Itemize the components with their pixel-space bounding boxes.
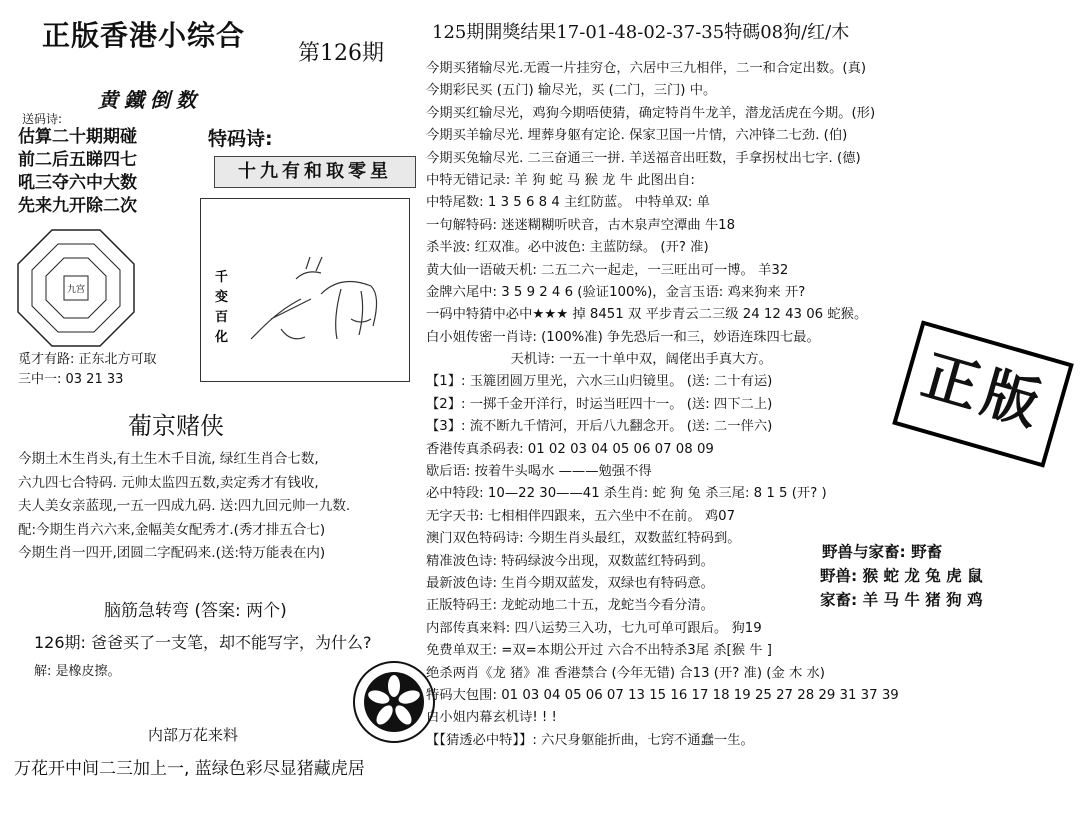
pic-caption-1: 千: [215, 270, 229, 285]
bagua-diagram: [16, 228, 136, 352]
text-line: 无字天书: 七相相伴四跟来，五六坐中不在前。 鸡07: [426, 508, 736, 524]
text-line: 内部传真来料: 四八运势三入功，七九可单可跟后。 狗19: [426, 620, 762, 636]
text-line: 最新波色诗: 生肖今期双蓝发，双绿也有特码意。: [426, 575, 714, 591]
genuine-stamp: 正版: [892, 320, 1074, 467]
text-line: 今期买羊输尽光. 埋葬身躯有定论. 保家卫国一片情，六冲锋二七劲. (伯): [426, 128, 848, 144]
text-line: 一码中特猜中必中★★★ 掉 8451 双 平步青云二三级 24 12 43 06 蛇猴。: [426, 307, 868, 323]
pic-caption-4: 化: [215, 330, 229, 345]
text-line: 绝杀两肖《龙 猪》准 香港禁合 (今年无错) 合13 (开? 准) (金 木 水): [426, 665, 825, 681]
text-line: 歇后语: 按着牛头喝水 ———勉强不得: [426, 464, 652, 480]
text-line: 免费单双王: =双=本期公开过 六合不出特杀3尾 杀[猴 牛 ]: [426, 643, 772, 659]
countdown-heading: 黄鐵倒数: [98, 88, 202, 112]
text-line: 【3】: 流不断九千情河，开后八九翻念开。 (送: 二一伴六): [426, 419, 773, 435]
text-line: 【1】: 玉簏团圆万里光，六水三山归镜里。 (送: 二十有运): [426, 374, 773, 390]
text-line: 金牌六尾中: 3 5 9 2 4 6 (验证100%)，金言玉语: 鸡来狗来 开?: [426, 284, 806, 300]
lucky-line: 觅才有路: 正东北方可取: [18, 352, 157, 367]
poem-line: 先来九开除二次: [18, 196, 137, 216]
text-line: 今期买猪输尽光.无霞一片挂穷仓，六居中三九相伴，二一和合定出数。(真): [426, 61, 867, 76]
pujing-line: 夫人美女亲蓝现,一五一四成九码. 送:四九回元帅一九数.: [18, 498, 351, 515]
pujing-text: [18, 448, 408, 566]
pujing-line: 六九四七合特码. 元帅太监四五数,卖定秀才有钱收,: [18, 474, 319, 491]
pic-caption-3: 百: [215, 310, 229, 325]
poem-line: 估算二十期期碰: [18, 127, 137, 147]
send-code-poem: [18, 126, 137, 218]
riddle-answer: 解: 是橡皮擦。: [34, 664, 121, 679]
wanhua-text: 万花开中间二三加上一, 蓝绿色彩尽显猪藏虎居: [14, 759, 365, 779]
ox-sketch-image: [201, 199, 409, 381]
text-line: 香港传真杀码表: 01 02 03 04 05 06 07 08 09: [426, 441, 714, 457]
text-line: 一句解特码: 迷迷糊糊听吠音，古木泉声空潭曲 牛18: [426, 217, 736, 233]
riddle-title: 脑筋急转弯 (答案: 两个): [104, 601, 287, 621]
pujing-line: 配:今期生肖六六来,金幅美女配秀才.(秀才排五合七): [18, 521, 326, 538]
draw-result: 125期開獎结果17-01-48-02-37-35特碼08狗/红/木: [432, 22, 850, 43]
text-line: 特码大包围: 01 03 04 05 06 07 13 15 16 17 18 19 25 27 28 29 31 37 39: [426, 687, 899, 703]
text-line: 必中特段: 10—22 30——41 杀生肖: 蛇 狗 兔 杀三尾: 8 1 5 (开? ): [426, 486, 827, 502]
hk-emblem-seal: [352, 660, 436, 744]
illustration-frame: [200, 198, 410, 382]
wanhua-title: 内部万花来料: [148, 726, 239, 744]
text-line: 正版特码王: 龙蛇动地二十五，龙蛇当今看分清。: [426, 598, 714, 614]
text-line: 今期彩民买 (五门) 输尽光，买 (二门，三门) 中。: [426, 83, 717, 99]
text-line: 杀半波: 红双准。必中波色: 主蓝防绿。 (开? 准): [426, 240, 709, 256]
text-line: 白小姐内幕玄机诗! ! !: [426, 710, 557, 726]
bagua-center: 九宫: [66, 285, 86, 295]
text-line: 白小姐传密一肖诗: (100%准) 争先恐后一和三，妙语连珠四七最。: [426, 329, 820, 345]
pujing-line: 今期生肖一四开,团圆二字配码来.(送:特万能表在内): [18, 545, 326, 562]
text-line: 中特尾数: 1 3 5 6 8 4 主红防蓝。 中特单双: 单: [426, 195, 710, 211]
pujing-line: 今期土木生肖头,有土生木千目流, 绿红生肖合七数,: [18, 451, 319, 467]
issue-number: 第126期: [298, 41, 384, 66]
section-title-pujing: 葡京赌侠: [128, 412, 224, 440]
text-line: 【【猜透必中特】】: 六尺身躯能折曲，七窍不通蠢一生。: [426, 732, 754, 748]
text-line: 澳门双色特码诗: 今期生肖头最红，双数蓝红特码到。: [426, 531, 741, 547]
tema-poem-label: 特码诗:: [208, 128, 273, 150]
text-line: 黄大仙一语破天机: 二五二六一起走，一三旺出可一博。 羊32: [426, 262, 789, 278]
text-line: 天机诗: 一五一十单中双，阔佬出手真大方。: [426, 352, 772, 368]
text-line: 【2】: 一掷千金开洋行，时运当旺四十一。 (送: 四下二上): [426, 396, 773, 412]
text-line: 精准波色诗: 特码绿波今出现，双数蓝红特码到。: [426, 553, 714, 569]
page-title: 正版香港小综合: [42, 19, 246, 52]
animal-line: 野兽: 猴 蛇 龙 兔 虎 鼠: [820, 567, 983, 585]
text-line: 中特无错记录: 羊 狗 蛇 马 猴 龙 牛 此图出自:: [426, 172, 695, 188]
animal-groups: [820, 540, 983, 612]
pic-caption-2: 变: [215, 290, 229, 305]
riddle-question: 126期: 爸爸买了一支笔，却不能写字，为什么?: [34, 633, 372, 652]
lucky-direction: [18, 350, 157, 390]
poem-line: 吼三夺六中大数: [18, 173, 137, 193]
animal-line: 家畜: 羊 马 牛 猪 狗 鸡: [820, 591, 983, 609]
tema-poem-box: 十九有和取零星: [214, 156, 416, 188]
animal-line: 野兽与家畜: 野畜: [822, 543, 943, 561]
text-line: 今期买红输尽光，鸡狗今期唔使猜，确定特肖牛龙羊，潜龙活虎在今期。(形): [426, 105, 876, 121]
poem-line: 前二后五睇四七: [18, 150, 137, 170]
text-line: 今期买兔输尽光. 二三奋通三一拼. 羊送福音出旺数，手拿拐杖出七字. (德): [426, 150, 861, 166]
poem-label: 送码诗:: [22, 112, 63, 126]
lucky-numbers: 三中一: 03 21 33: [18, 372, 124, 387]
